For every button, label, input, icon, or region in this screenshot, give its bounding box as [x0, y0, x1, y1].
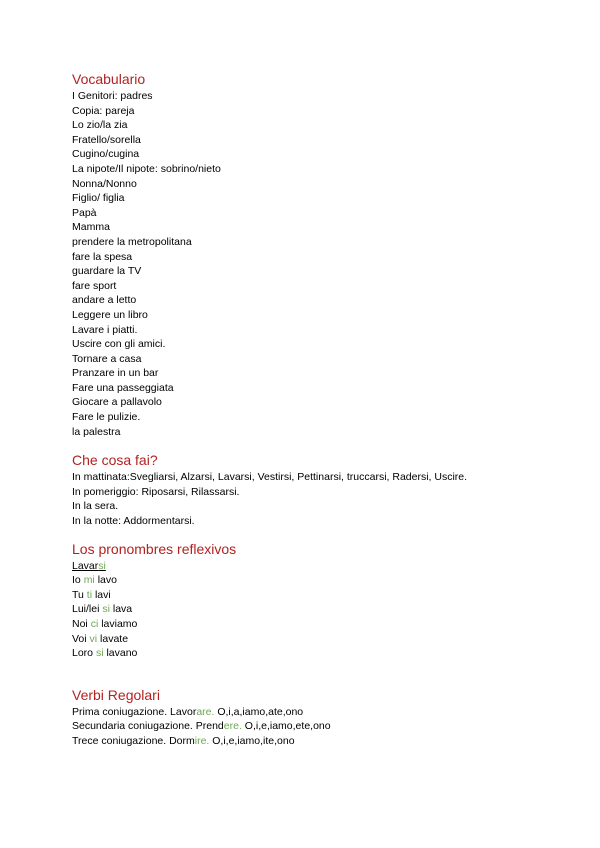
vocab-item: Papà [72, 206, 97, 219]
activity-line: In pomeriggio: Riposarsi, Rilassarsi. [72, 485, 240, 498]
reflexive-pronoun: vi [89, 632, 98, 645]
daily-activities-heading: Che cosa fai? [72, 452, 158, 469]
verb-form: lavo [94, 574, 117, 587]
activity-line: In mattinata:Svegliarsi, Alzarsi, Lavarsi, Vestirsi, Pettinarsi, truccarsi, Radersi, Uscire. [72, 471, 468, 484]
vocab-item: Lavare i piatti. [72, 323, 138, 336]
conjugation-row [72, 617, 572, 632]
vocab-item: Fratello/sorella [72, 133, 141, 146]
vocab-item: Cugino/cugina [72, 148, 140, 161]
conjugation-row [72, 573, 572, 588]
vocab-item: Pranzare in un bar [72, 367, 159, 380]
regular-verbs-heading: Verbi Regolari [72, 686, 160, 703]
vocab-item: fare la spesa [72, 250, 133, 263]
reflexive-pronouns-section [72, 540, 572, 661]
vocab-item: Tornare a casa [72, 352, 142, 365]
reflexive-pronoun: si [95, 647, 104, 660]
conjugation-list [72, 573, 572, 661]
verb-rule-row [72, 734, 572, 749]
vocab-item: fare sport [72, 279, 117, 292]
vocab-item: andare a letto [72, 294, 137, 307]
verb-form: laviamo [98, 618, 138, 630]
subject-pronoun: Lui/lei [72, 603, 103, 616]
conjugation-row [72, 588, 572, 603]
document-content [72, 70, 572, 749]
verb-form: lavate [97, 632, 129, 645]
daily-activities-section [72, 451, 572, 528]
verb-form: lavano [103, 647, 138, 660]
vocab-item: la palestra [72, 425, 121, 438]
verb-endings-list: O,i,a,iamo,ate,ono [214, 705, 304, 718]
verb-ending: ire. [194, 734, 210, 747]
vocab-item: I Genitori: padres [72, 90, 153, 102]
vocab-item: Leggere un libro [72, 308, 148, 321]
verb-rule-label: Trece coniugazione. Dorm [72, 734, 195, 747]
vocab-item: Mamma [72, 221, 110, 234]
conjugation-row [72, 602, 572, 617]
verb-rule-row [72, 719, 572, 734]
verb-rule-label: Prima coniugazione. Lavor [72, 705, 197, 718]
subject-pronoun: Tu [72, 588, 87, 601]
vocab-item: Fare le pulizie. [72, 411, 141, 424]
subject-pronoun: Io [72, 574, 84, 587]
reflexive-pronoun: mi [83, 574, 95, 587]
example-verb: Lavarsi [72, 559, 106, 572]
subject-pronoun: Loro [72, 647, 96, 660]
reflexive-pronoun: ti [86, 588, 93, 601]
subject-pronoun: Noi [72, 618, 91, 630]
conjugation-row [72, 646, 572, 661]
verb-rule-row [72, 705, 572, 720]
vocabulary-section [72, 70, 572, 439]
vocab-item: Giocare a pallavolo [72, 396, 162, 409]
verb-ending: ere. [223, 720, 242, 733]
verb-rule-label: Secundaria coniugazione. Prend [72, 720, 224, 733]
vocab-item: guardare la TV [72, 265, 142, 278]
vocab-item: Fare una passeggiata [72, 381, 174, 394]
subject-pronoun: Voi [72, 632, 90, 645]
vocab-item: prendere la metropolitana [72, 235, 192, 248]
vocab-item: Nonna/Nonno [72, 177, 137, 190]
conjugation-row [72, 632, 572, 647]
verb-endings-list: O,i,e,iamo,ete,ono [241, 720, 331, 733]
activity-line: In la sera. [72, 500, 119, 513]
vocab-item: Figlio/ figlia [72, 192, 125, 205]
activity-line: In la notte: Addormentarsi. [72, 515, 195, 528]
verb-form: lavi [92, 588, 111, 601]
regular-verbs-list [72, 705, 572, 749]
vocab-item: Copia: pareja [72, 104, 135, 117]
reflexive-pronoun: si [102, 603, 110, 616]
verb-endings-list: O,i,e,iamo,ite,ono [209, 734, 295, 747]
verb-ending: are. [196, 705, 215, 718]
vocabulary-list [72, 89, 572, 439]
regular-verbs-section [72, 686, 572, 749]
daily-activities-list [72, 470, 572, 528]
reflexive-pronoun: ci [90, 618, 99, 630]
verb-form: lava [109, 603, 133, 616]
vocab-item: Lo zio/la zia [72, 119, 128, 132]
reflexive-pronouns-heading: Los pronombres reflexivos [72, 540, 237, 557]
vocab-item: La nipote/Il nipote: sobrino/nieto [72, 162, 221, 175]
vocab-item: Uscire con gli amici. [72, 338, 166, 351]
vocabulary-heading: Vocabulario [72, 71, 146, 87]
